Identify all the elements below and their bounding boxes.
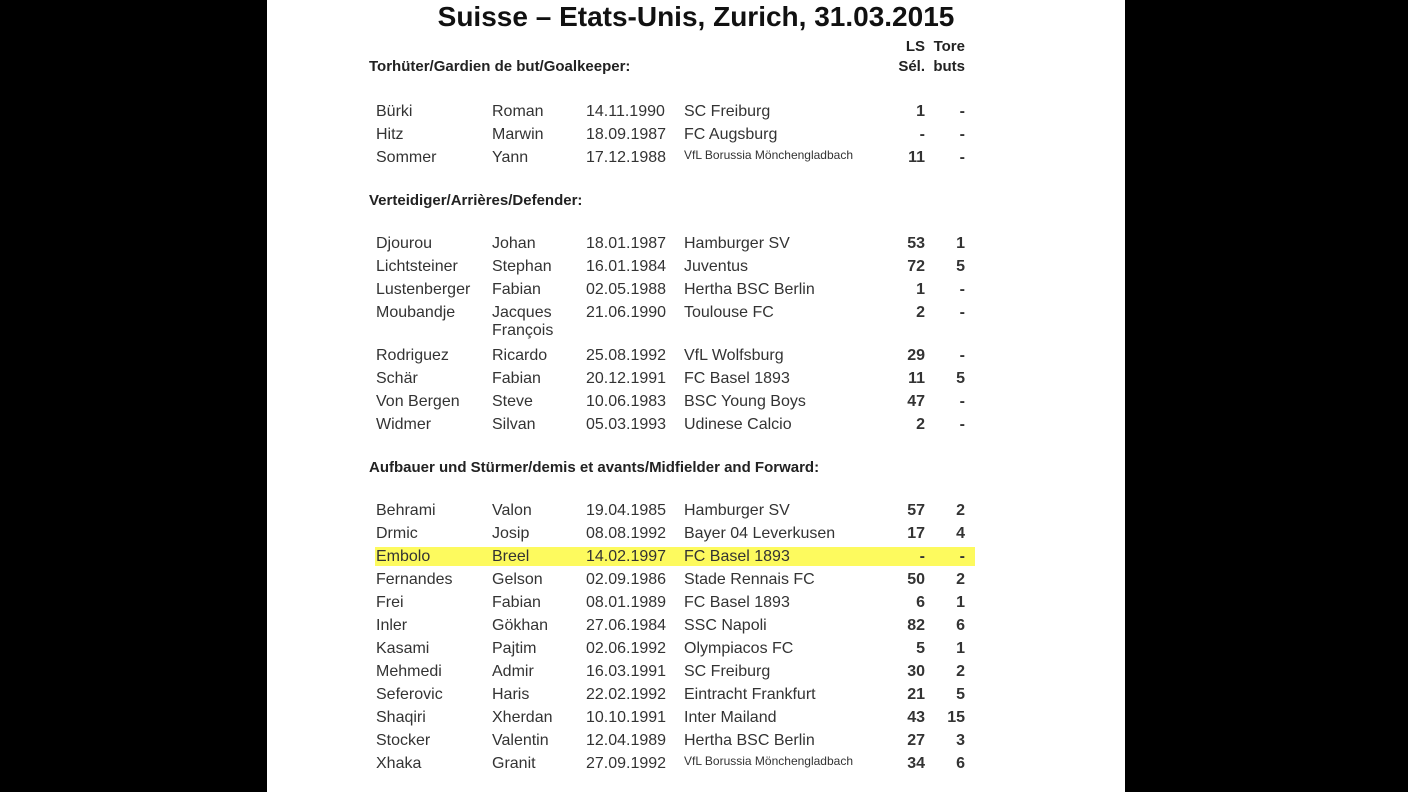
player-caps: 53 [907,235,925,252]
player-birth-date: 14.11.1990 [586,103,665,120]
player-row [267,545,1125,568]
player-birth-date: 05.03.1993 [586,416,667,433]
player-last-name: Bürki [376,103,413,120]
player-club: FC Augsburg [684,126,778,143]
player-birth-date: 02.05.1988 [586,281,667,298]
player-caps: 17 [907,525,925,542]
player-last-name: Hitz [376,126,404,143]
player-last-name: Inler [376,617,408,634]
player-club: VfL Borussia Mönchengladbach [684,754,853,768]
player-goals: 1 [956,235,965,252]
player-goals: - [959,126,965,143]
player-row [267,706,1125,729]
player-goals: - [959,347,965,364]
player-caps: 30 [907,663,925,680]
player-first-name: Valentin [492,732,549,749]
player-birth-date: 27.06.1984 [586,617,667,634]
player-first-name: Granit [492,755,536,772]
player-first-name: Fabian [492,594,541,611]
player-first-name: Ricardo [492,347,548,364]
player-last-name: Drmic [376,525,418,542]
player-goals: 6 [956,755,965,772]
player-last-name: Von Bergen [376,393,460,410]
player-first-name: Jacques [492,304,552,321]
player-club: Hamburger SV [684,235,790,252]
player-first-name-line2: François [492,322,554,339]
player-last-name: Rodriguez [376,347,449,364]
player-first-name: Josip [492,525,530,542]
player-first-name: Roman [492,103,544,120]
player-goals: - [959,281,965,298]
player-club: FC Basel 1893 [684,370,790,387]
player-goals: 4 [956,525,965,542]
player-last-name: Lichtsteiner [376,258,458,275]
player-goals: - [959,548,965,565]
player-row [267,660,1125,683]
page-title: Suisse – Etats-Unis, Zurich, 31.03.2015 [437,1,955,32]
player-row [267,232,1125,255]
player-row [267,123,1125,146]
player-first-name: Fabian [492,370,541,387]
player-goals: - [959,103,965,120]
player-last-name: Embolo [376,548,431,565]
player-caps: - [919,126,925,143]
player-birth-date: 10.06.1983 [586,393,667,410]
player-row [267,413,1125,436]
player-first-name: Steve [492,393,533,410]
goals-header-line1: Tore [933,38,965,55]
document-sheet [267,0,1125,792]
player-last-name: Behrami [376,502,436,519]
player-row [267,499,1125,522]
player-row [267,683,1125,706]
player-club: Inter Mailand [684,709,777,726]
player-row [267,278,1125,301]
player-goals: - [959,393,965,410]
player-first-name: Yann [492,149,529,166]
section-goalkeepers: Torhüter/Gardien de but/Goalkeeper: [369,58,631,75]
player-row [267,637,1125,660]
player-club: VfL Borussia Mönchengladbach [684,148,853,162]
player-caps: 43 [907,709,925,726]
player-birth-date: 18.01.1987 [586,235,667,252]
player-last-name: Widmer [376,416,432,433]
player-row [267,752,1125,775]
player-row [267,390,1125,413]
player-row [267,301,1125,339]
player-last-name: Xhaka [376,755,422,772]
player-club: SC Freiburg [684,103,771,120]
player-caps: 72 [907,258,925,275]
player-last-name: Frei [376,594,404,611]
player-first-name: Stephan [492,258,552,275]
caps-header-line2: Sél. [898,58,925,75]
player-first-name: Gelson [492,571,543,588]
player-club: Hertha BSC Berlin [684,732,815,749]
goals-header-line2: buts [933,58,965,75]
player-last-name: Stocker [376,732,431,749]
player-caps: 21 [907,686,925,703]
player-caps: 2 [916,416,925,433]
player-club: BSC Young Boys [684,393,806,410]
player-caps: 82 [907,617,925,634]
player-birth-date: 18.09.1987 [586,126,667,143]
goals-header [923,38,965,76]
player-club: Juventus [684,258,749,275]
player-club: SC Freiburg [684,663,771,680]
player-first-name: Valon [492,502,532,519]
player-last-name: Seferovic [376,686,443,703]
player-goals: 5 [956,686,965,703]
player-birth-date: 16.03.1991 [586,663,667,680]
player-first-name: Johan [492,235,536,252]
player-goals: - [959,149,965,166]
player-row [267,255,1125,278]
player-row [267,591,1125,614]
player-row [267,729,1125,752]
player-last-name: Sommer [376,149,437,166]
player-club: Toulouse FC [684,304,774,321]
caps-header-line1: LS [905,38,925,55]
player-row [267,344,1125,367]
player-last-name: Schär [376,370,418,387]
player-goals: 2 [956,663,965,680]
player-goals: 1 [956,594,965,611]
player-row [267,146,1125,169]
player-first-name: Breel [492,548,530,565]
player-caps: 50 [907,571,925,588]
player-club: Hertha BSC Berlin [684,281,815,298]
caps-header [885,38,925,76]
player-last-name: Djourou [376,235,433,252]
player-last-name: Mehmedi [376,663,442,680]
player-birth-date: 22.02.1992 [586,686,667,703]
player-caps: 47 [907,393,925,410]
player-first-name: Xherdan [492,709,553,726]
player-caps: 2 [916,304,925,321]
player-birth-date: 14.02.1997 [586,548,667,565]
player-first-name: Pajtim [492,640,537,657]
player-caps: 1 [916,281,925,298]
player-caps: 1 [916,103,925,120]
player-first-name: Fabian [492,281,541,298]
player-row [267,522,1125,545]
player-last-name: Lustenberger [376,281,471,298]
player-birth-date: 08.08.1992 [586,525,667,542]
player-goals: 5 [956,370,965,387]
player-club: VfL Wolfsburg [684,347,784,364]
player-goals: 3 [956,732,965,749]
player-birth-date: 17.12.1988 [586,149,667,166]
player-club: Eintracht Frankfurt [684,686,816,703]
player-birth-date: 21.06.1990 [586,304,667,321]
player-club: FC Basel 1893 [684,548,790,565]
player-birth-date: 02.06.1992 [586,640,667,657]
player-club: Udinese Calcio [684,416,792,433]
player-caps: 11 [908,370,925,387]
player-birth-date: 19.04.1985 [586,502,667,519]
player-birth-date: 20.12.1991 [586,370,667,387]
player-goals: 2 [956,571,965,588]
player-caps: 34 [907,755,925,772]
player-caps: 57 [907,502,925,519]
player-first-name: Silvan [492,416,536,433]
player-goals: 2 [956,502,965,519]
player-first-name: Admir [492,663,534,680]
player-birth-date: 25.08.1992 [586,347,667,364]
player-goals: 1 [956,640,965,657]
player-goals: - [959,304,965,321]
player-last-name: Shaqiri [376,709,426,726]
player-row [267,367,1125,390]
player-caps: 6 [916,594,925,611]
section-midfielders-forwards: Aufbauer und Stürmer/demis et avants/Midfielder and Forward: [369,459,820,476]
player-club: Bayer 04 Leverkusen [684,525,836,542]
player-birth-date: 08.01.1989 [586,594,667,611]
player-last-name: Moubandje [376,304,456,321]
player-goals: - [959,416,965,433]
player-caps: 11 [908,149,925,166]
player-caps: 5 [916,640,925,657]
player-last-name: Fernandes [376,571,453,588]
player-birth-date: 02.09.1986 [586,571,667,588]
player-birth-date: 10.10.1991 [586,709,667,726]
section-defenders: Verteidiger/Arrières/Defender: [369,192,583,209]
player-club: FC Basel 1893 [684,594,790,611]
player-birth-date: 27.09.1992 [586,755,667,772]
player-club: Stade Rennais FC [684,571,815,588]
player-caps: 29 [907,347,925,364]
player-birth-date: 12.04.1989 [586,732,667,749]
player-caps: 27 [907,732,925,749]
player-row [267,568,1125,591]
player-row [267,614,1125,637]
player-club: Hamburger SV [684,502,790,519]
player-caps: - [919,548,925,565]
player-first-name: Marwin [492,126,544,143]
player-goals: 6 [956,617,965,634]
player-first-name: Haris [492,686,530,703]
player-club: Olympiacos FC [684,640,794,657]
player-goals: 5 [956,258,965,275]
player-last-name: Kasami [376,640,430,657]
player-birth-date: 16.01.1984 [586,258,667,275]
player-club: SSC Napoli [684,617,767,634]
player-goals: 15 [947,709,965,726]
player-row [267,100,1125,123]
player-first-name: Gökhan [492,617,549,634]
